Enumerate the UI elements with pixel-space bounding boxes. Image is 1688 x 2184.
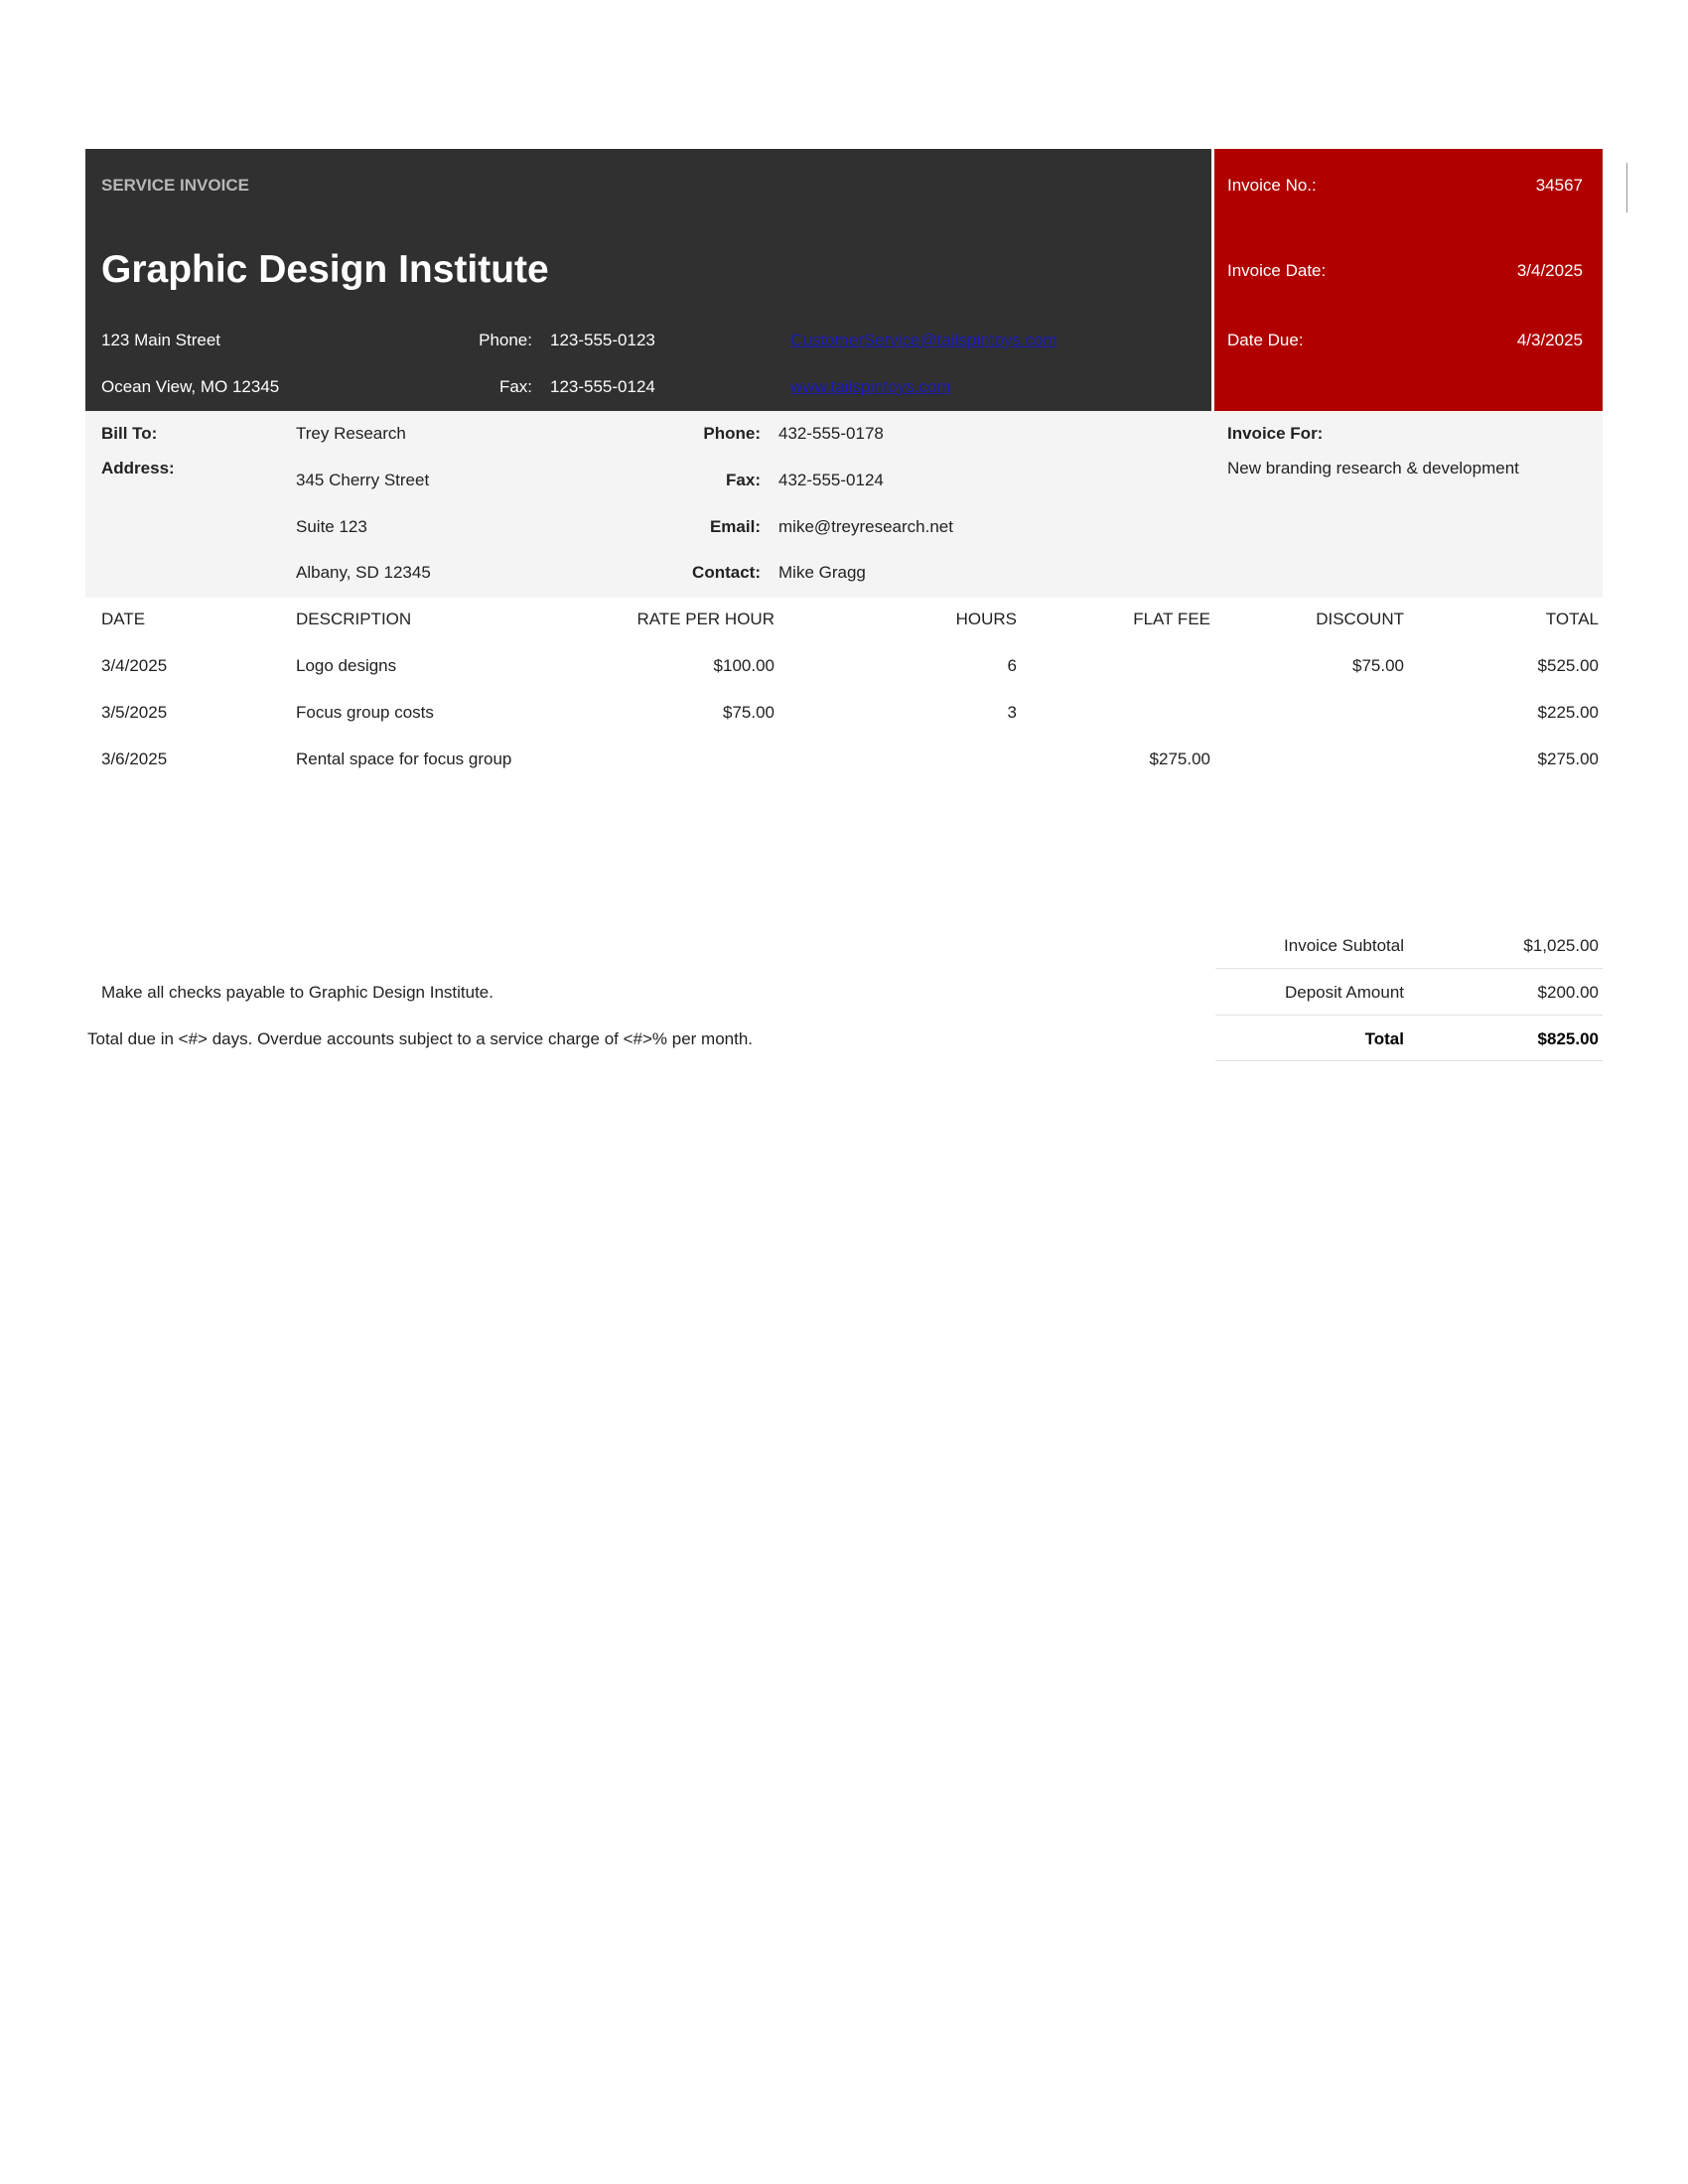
client-fax-label: Fax: [726, 471, 761, 489]
column-header-discount: DISCOUNT [1316, 610, 1404, 628]
due-date-label: Date Due: [1227, 331, 1304, 349]
due-date: 4/3/2025 [1516, 331, 1583, 349]
invoice-for-label: Invoice For: [1227, 424, 1324, 443]
client-contact-label: Contact: [692, 563, 761, 582]
company-phone: 123-555-0123 [550, 331, 655, 349]
company-phone-label: Phone: [479, 331, 532, 349]
column-header-total: TOTAL [1545, 610, 1599, 628]
document-type-label: SERVICE INVOICE [101, 176, 249, 195]
subtotal-label: Invoice Subtotal [1284, 936, 1404, 955]
client-fax: 432-555-0124 [778, 471, 884, 489]
page-edge-marker [1626, 163, 1627, 212]
row-description: Logo designs [296, 656, 397, 675]
column-header-description: DESCRIPTION [296, 610, 412, 628]
total-label: Total [1364, 1029, 1404, 1048]
total-value: $825.00 [1537, 1029, 1599, 1048]
address-line-1: 345 Cherry Street [296, 471, 430, 489]
deposit-label: Deposit Amount [1284, 983, 1404, 1002]
invoice-for-description: New branding research & development [1227, 459, 1519, 478]
company-website-link[interactable]: www.tailspintoys.com [790, 377, 951, 396]
row-discount: $75.00 [1352, 656, 1404, 675]
summary-divider [1215, 1015, 1603, 1016]
row-date: 3/6/2025 [101, 750, 168, 768]
subtotal-value: $1,025.00 [1523, 936, 1599, 955]
address-line-2: Suite 123 [296, 517, 367, 536]
row-rate: $100.00 [713, 656, 774, 675]
client-phone: 432-555-0178 [778, 424, 884, 443]
checks-payable-note: Make all checks payable to Graphic Design Institute. [101, 983, 493, 1002]
column-header-rate: RATE PER HOUR [636, 610, 774, 628]
company-fax: 123-555-0124 [550, 377, 655, 396]
company-name: Graphic Design Institute [101, 248, 549, 291]
row-hours: 6 [1007, 656, 1017, 675]
column-header-hours: HOURS [955, 610, 1017, 628]
row-date: 3/4/2025 [101, 656, 168, 675]
row-flat-fee: $275.00 [1149, 750, 1210, 768]
address-label: Address: [101, 459, 175, 478]
payment-terms-note: Total due in <#> days. Overdue accounts subject to a service charge of <#>% per month. [87, 1029, 754, 1048]
client-email-label: Email: [709, 517, 761, 536]
client-phone-label: Phone: [703, 424, 761, 443]
invoice-date: 3/4/2025 [1516, 261, 1583, 280]
address-line-3: Albany, SD 12345 [296, 563, 431, 582]
row-total: $525.00 [1537, 656, 1599, 675]
row-hours: 3 [1007, 703, 1017, 722]
bill-to-label: Bill To: [101, 424, 158, 443]
row-date: 3/5/2025 [101, 703, 168, 722]
client-email: mike@treyresearch.net [778, 517, 953, 536]
row-total: $225.00 [1537, 703, 1599, 722]
row-description: Rental space for focus group [296, 750, 512, 768]
summary-divider [1215, 968, 1603, 969]
bill-to-name: Trey Research [296, 424, 406, 443]
row-description: Focus group costs [296, 703, 434, 722]
column-header-date: DATE [101, 610, 146, 628]
invoice-number: 34567 [1535, 176, 1583, 195]
company-email-link[interactable]: CustomerService@tailspintoys.com [790, 331, 1057, 349]
summary-divider [1215, 1060, 1603, 1061]
row-total: $275.00 [1537, 750, 1599, 768]
row-rate: $75.00 [723, 703, 774, 722]
invoice-date-label: Invoice Date: [1227, 261, 1327, 280]
company-city: Ocean View, MO 12345 [101, 377, 280, 396]
invoice-number-label: Invoice No.: [1227, 176, 1317, 195]
deposit-value: $200.00 [1537, 983, 1599, 1002]
company-fax-label: Fax: [498, 377, 532, 396]
company-street: 123 Main Street [101, 331, 221, 349]
column-header-flat-fee: FLAT FEE [1133, 610, 1210, 628]
client-contact: Mike Gragg [778, 563, 866, 582]
